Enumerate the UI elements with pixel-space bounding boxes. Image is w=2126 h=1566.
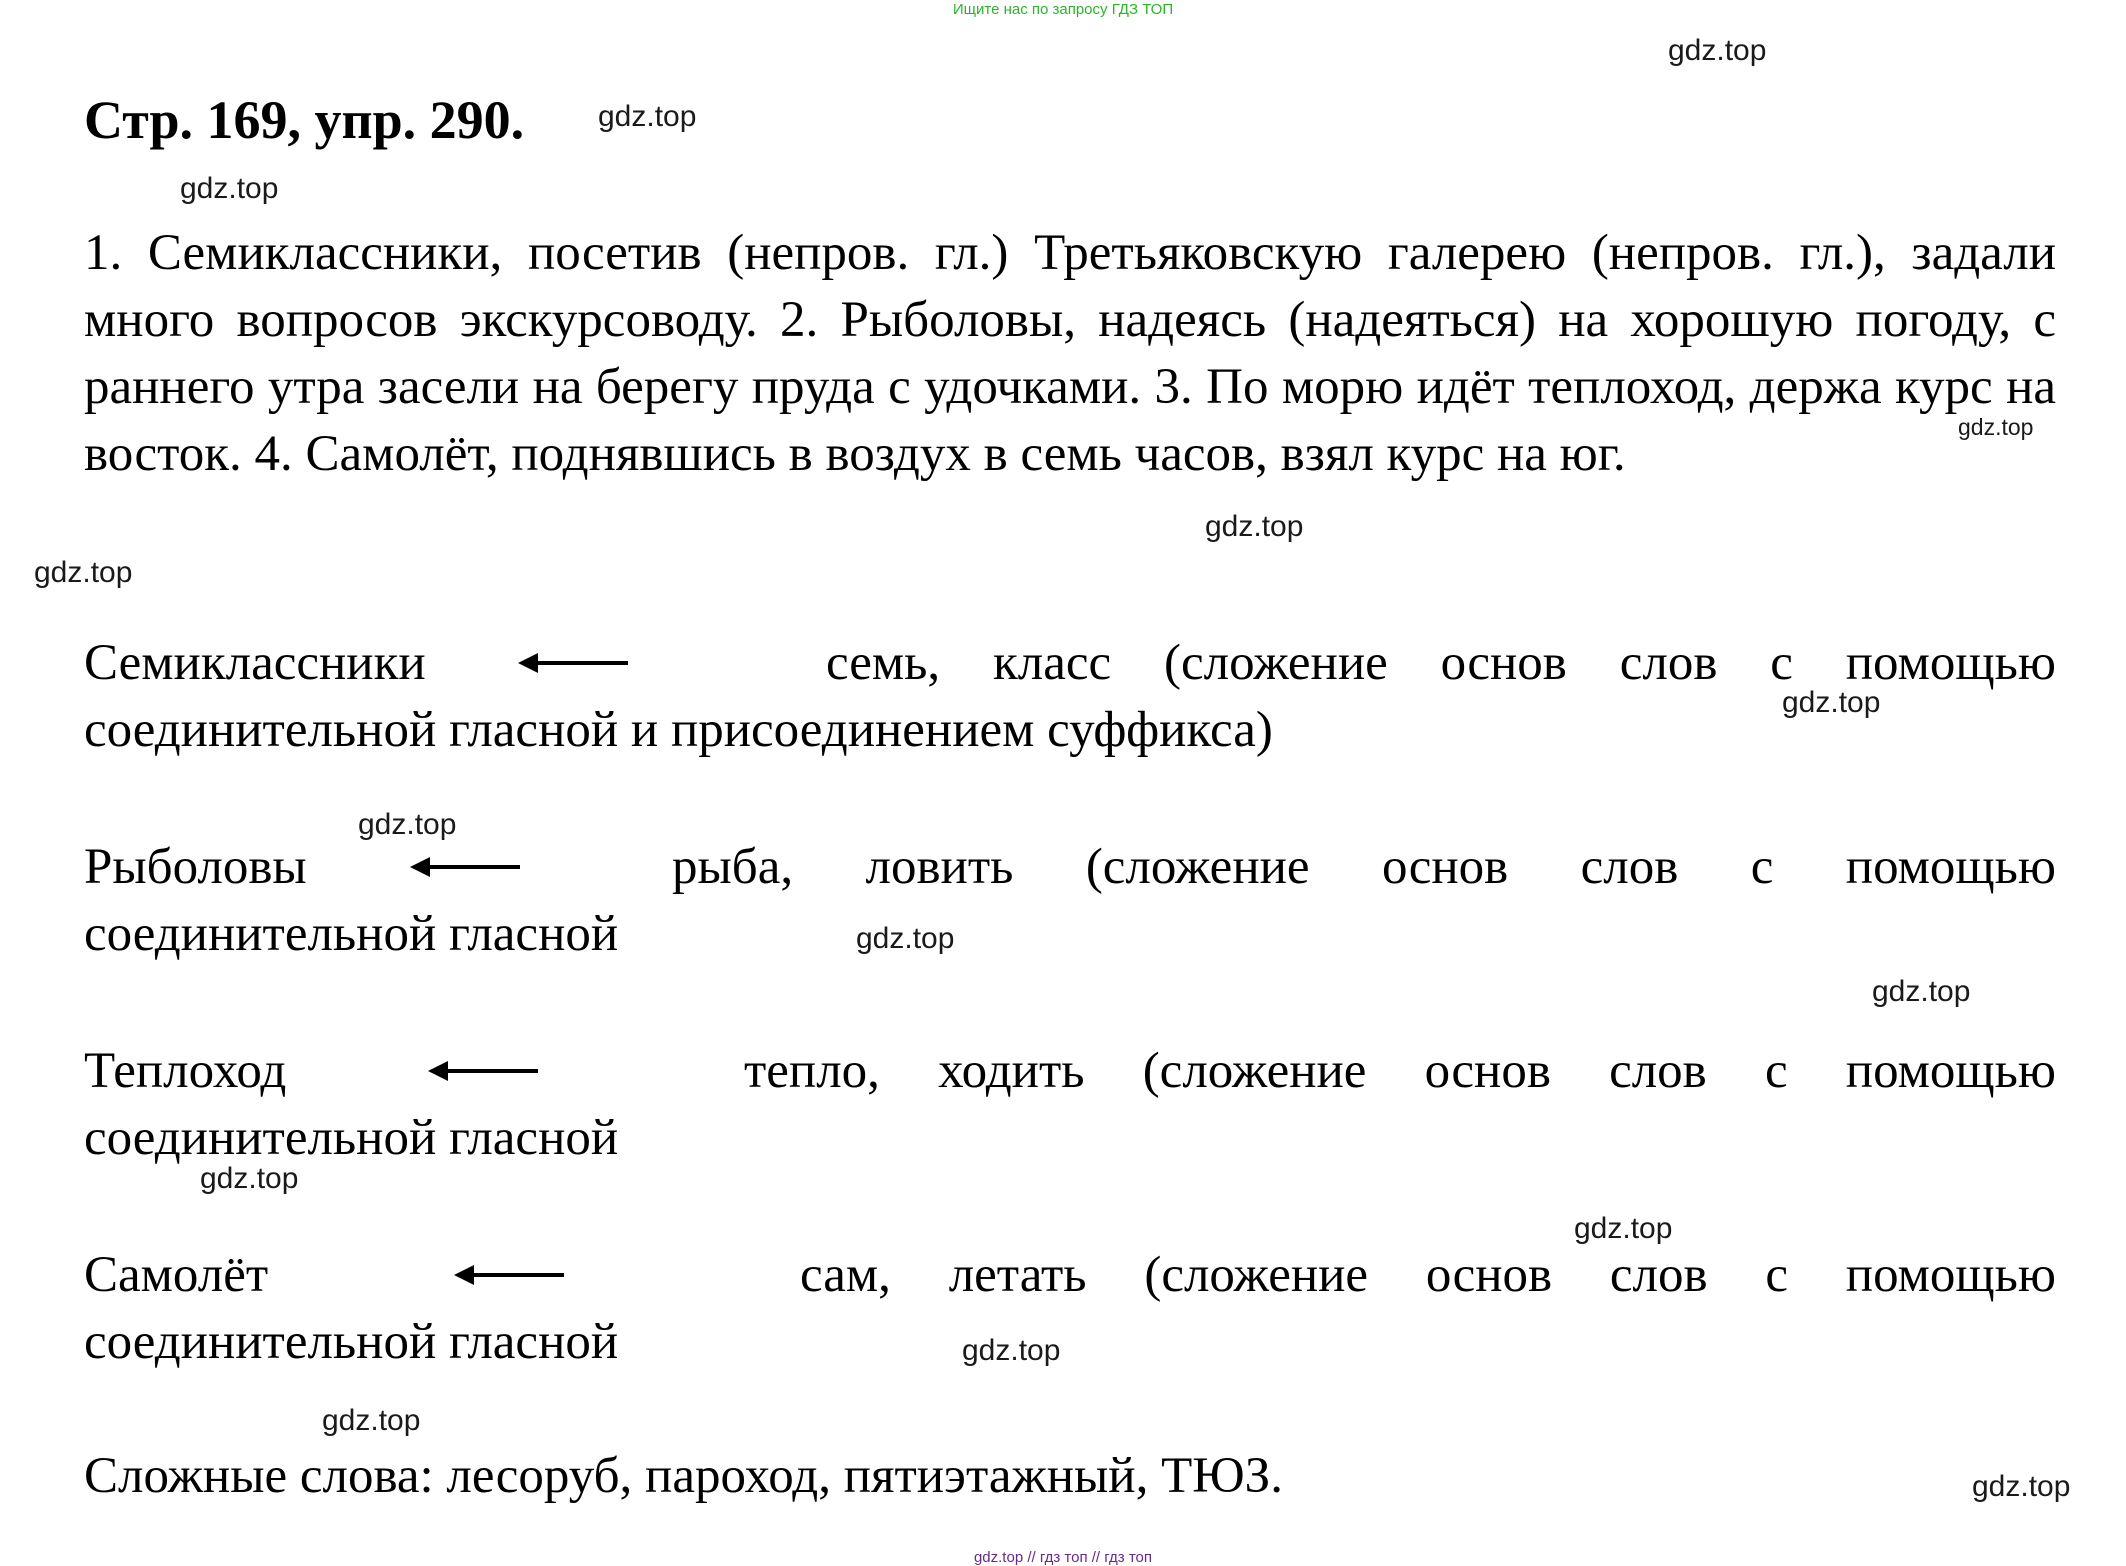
bottom-banner: gdz.top // гдз топ // гдз топ	[973, 1549, 1153, 1566]
watermark: gdz.top	[34, 556, 133, 589]
watermark: gdz.top	[1574, 1212, 1673, 1245]
watermark: gdz.top	[322, 1404, 421, 1437]
origin-words: тепло, ходить	[744, 1043, 1085, 1099]
watermark: gdz.top	[1205, 510, 1304, 543]
watermark: gdz.top	[358, 808, 457, 841]
origin-words: семь, класс	[826, 635, 1112, 691]
top-banner: Ищите нас по запросу ГДЗ ТОП	[952, 1, 1174, 18]
word-analysis	[84, 1038, 2057, 1166]
formation-explanation: (сложение основ слов с помощью соединительной гласной	[84, 1247, 2056, 1370]
formation-explanation: (сложение основ слов с помощью соединительной гласной	[84, 839, 2056, 962]
watermark: gdz.top	[200, 1162, 299, 1195]
origin-words: сам, летать	[800, 1247, 1087, 1303]
origin-words: рыба, ловить	[672, 839, 1014, 895]
analyzed-word: Рыболовы	[84, 839, 307, 895]
analyzed-word: Самолёт	[84, 1247, 269, 1303]
analyzed-word: Семиклассники	[84, 635, 426, 691]
complex-words-line: Сложные слова: лесоруб, пароход, пятиэтажный, ТЮЗ.	[84, 1448, 1283, 1504]
analyzed-word: Теплоход	[84, 1043, 287, 1099]
watermark: gdz.top	[1972, 1470, 2071, 1503]
formation-explanation: (сложение основ слов с помощью соединительной гласной	[84, 1043, 2057, 1166]
watermark: gdz.top	[856, 922, 955, 955]
watermark: gdz.top	[1668, 34, 1767, 67]
watermark: gdz.top	[1782, 686, 1881, 719]
watermark: gdz.top	[180, 172, 279, 205]
page-title: Стр. 169, упр. 290.	[84, 90, 525, 150]
watermark: gdz.top	[1872, 975, 1971, 1008]
watermark: gdz.top	[598, 100, 697, 133]
formation-explanation: (сложение основ слов с помощью соединительной гласной и присоединением суффикса)	[84, 635, 2056, 758]
watermark: gdz.top	[1958, 414, 2034, 440]
exercise-passage: 1. Семиклассники, посетив (непров. гл.) Третьяковскую галерею (непров. гл.), задали много вопросов экскурсоводу. 2. Рыболовы, надеясь (надеяться) на хорошую погоду, с раннего утра засели на берегу пруда с удочками. 3. По морю идёт теплоход, держа курс на восток. 4. Самолёт, поднявшись в воздух в семь часов, взял курс на юг.	[84, 225, 2056, 482]
watermark: gdz.top	[962, 1334, 1061, 1367]
